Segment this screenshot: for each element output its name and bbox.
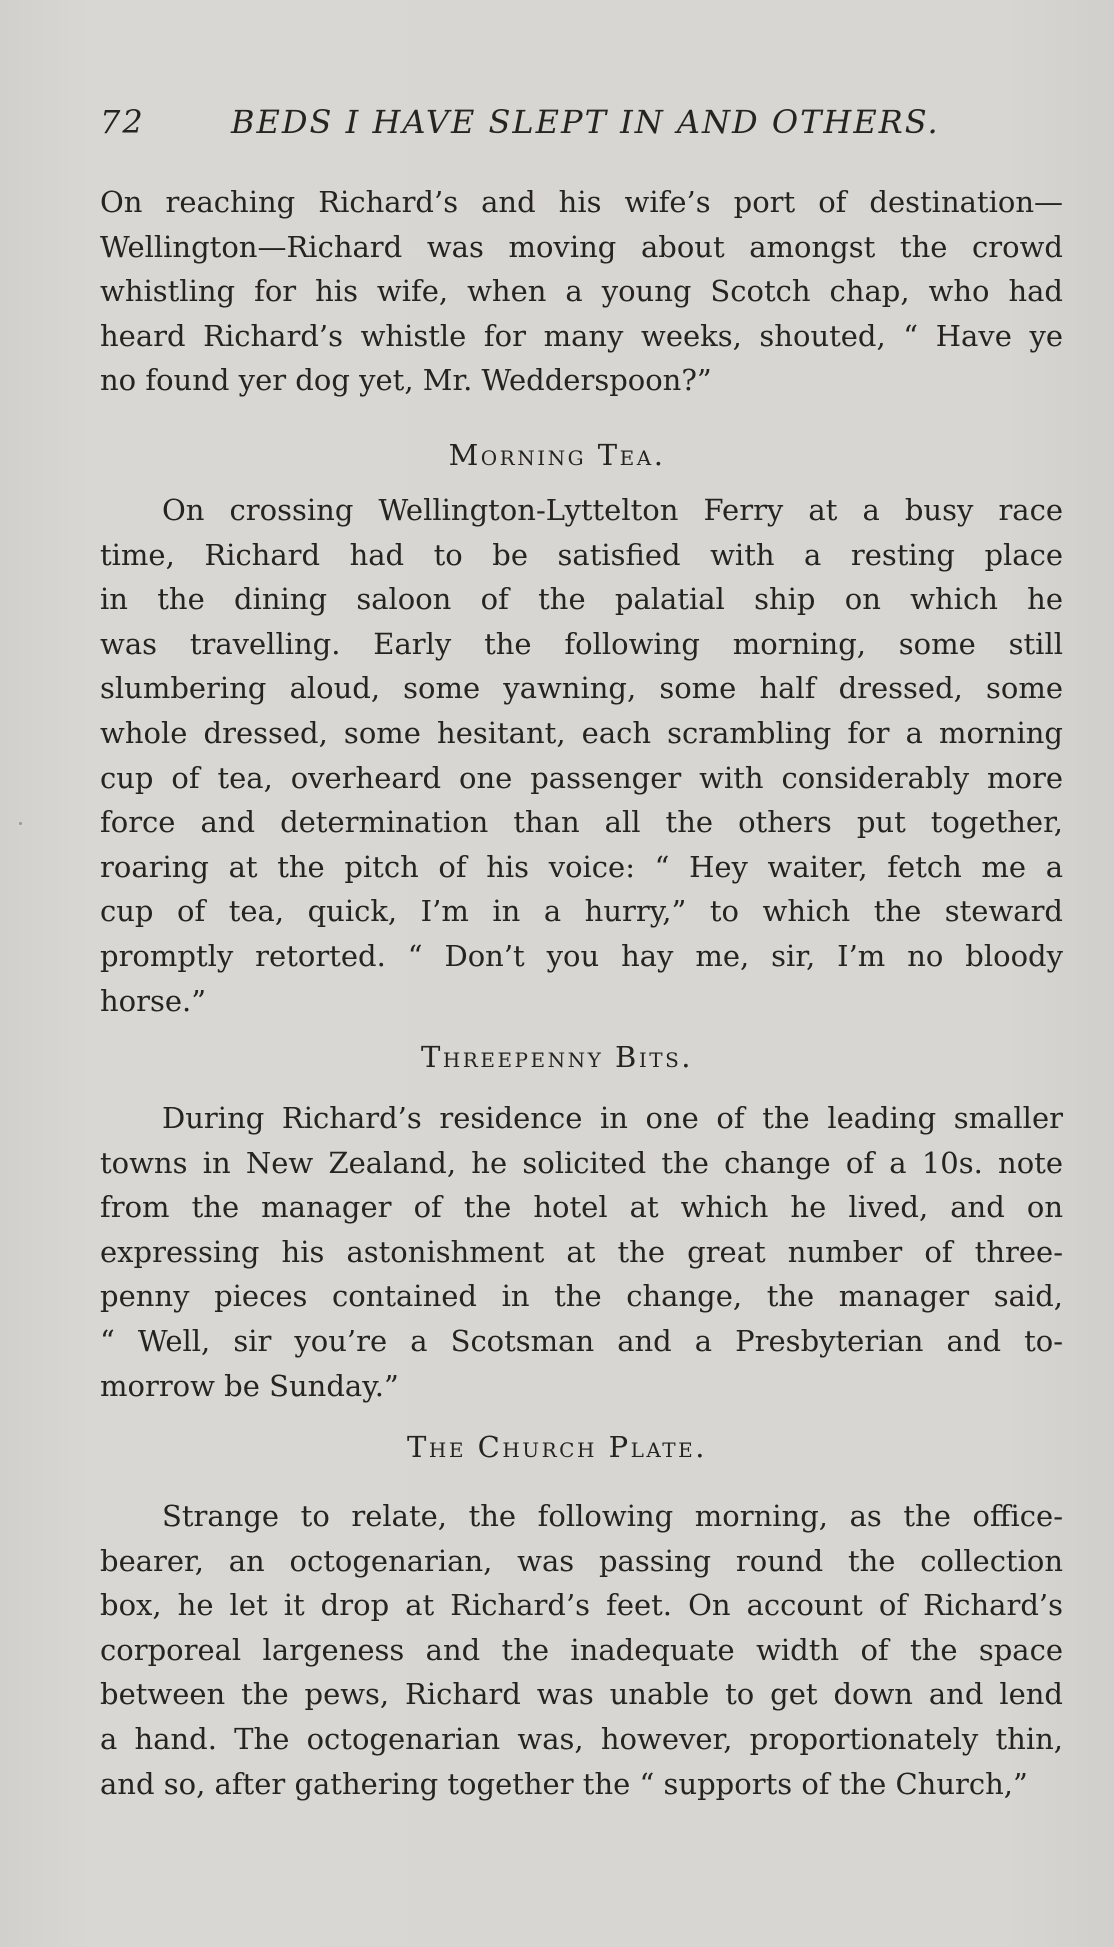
text-line: whistling for his wife, when a young Scotch chap, who had <box>100 274 1063 309</box>
text-line: no found yer dog yet, Mr. Wedderspoon?” <box>100 363 712 398</box>
text-line: box, he let it drop at Richard’s feet. On account of Richard’s <box>100 1588 1063 1623</box>
text-line: force and determination than all the others put together, <box>100 805 1063 840</box>
text-line: Strange to relate, the following morning, as the office- <box>162 1499 1063 1533</box>
section-heading-morning-tea: Morning Tea. <box>448 438 666 472</box>
text-line: cup of tea, quick, I’m in a hurry,” to which the steward <box>100 894 1063 929</box>
text-line: promptly retorted. “ Don’t you hay me, sir, I’m no bloody <box>100 938 1063 973</box>
text-line: towns in New Zealand, he solicited the change of a 10s. note <box>100 1145 1063 1180</box>
text-line: and so, after gathering together the “ supports of the Church,” <box>100 1766 1028 1801</box>
text-line: corporeal largeness and the inadequate width of the space <box>100 1632 1063 1667</box>
text-line: a hand. The octogenarian was, however, proportionately thin, <box>100 1721 1063 1756</box>
paragraph-wellington <box>100 180 1063 403</box>
text-line: from the manager of the hotel at which he lived, and on <box>100 1190 1063 1225</box>
paper-speck <box>19 822 22 825</box>
text-line: On crossing Wellington-Lyttelton Ferry at a busy race <box>162 493 1063 527</box>
text-line: whole dressed, some hesitant, each scrambling for a morning <box>100 715 1063 750</box>
paragraph-threepenny-bits <box>100 1096 1063 1408</box>
text-line: During Richard’s residence in one of the leading smaller <box>162 1101 1063 1135</box>
paragraph-morning-tea <box>100 488 1063 1023</box>
text-line: morrow be Sunday.” <box>100 1368 399 1403</box>
text-line: heard Richard’s whistle for many weeks, shouted, “ Have ye <box>100 318 1063 353</box>
page-number: 72 <box>100 103 145 141</box>
text-line: was travelling. Early the following morning, some still <box>100 626 1063 661</box>
text-line: time, Richard had to be satisfied with a resting place <box>100 537 1063 572</box>
text-line: “ Well, sir you’re a Scotsman and a Presbyterian and to- <box>100 1323 1063 1358</box>
text-line: horse.” <box>100 983 207 1018</box>
text-line: expressing his astonishment at the great number of three- <box>100 1234 1063 1269</box>
running-head <box>100 103 1060 143</box>
text-line: penny pieces contained in the change, the manager said, <box>100 1279 1063 1314</box>
running-title: BEDS I HAVE SLEPT IN AND OTHERS. <box>231 103 940 141</box>
section-heading-threepenny-bits: Threepenny Bits. <box>421 1040 693 1074</box>
text-line: Wellington—Richard was moving about amongst the crowd <box>100 229 1063 264</box>
text-line: slumbering aloud, some yawning, some half dressed, some <box>100 671 1063 706</box>
text-line: On reaching Richard’s and his wife’s port of destination— <box>100 185 1063 219</box>
section-heading-church-plate: The Church Plate. <box>407 1430 707 1464</box>
paragraph-church-plate <box>100 1494 1063 1806</box>
text-line: in the dining saloon of the palatial ship on which he <box>100 582 1063 617</box>
text-line: roaring at the pitch of his voice: “ Hey waiter, fetch me a <box>100 849 1063 884</box>
text-line: between the pews, Richard was unable to get down and lend <box>100 1677 1063 1712</box>
text-line: cup of tea, overheard one passenger with considerably more <box>100 760 1063 795</box>
text-line: bearer, an octogenarian, was passing round the collection <box>100 1543 1063 1578</box>
